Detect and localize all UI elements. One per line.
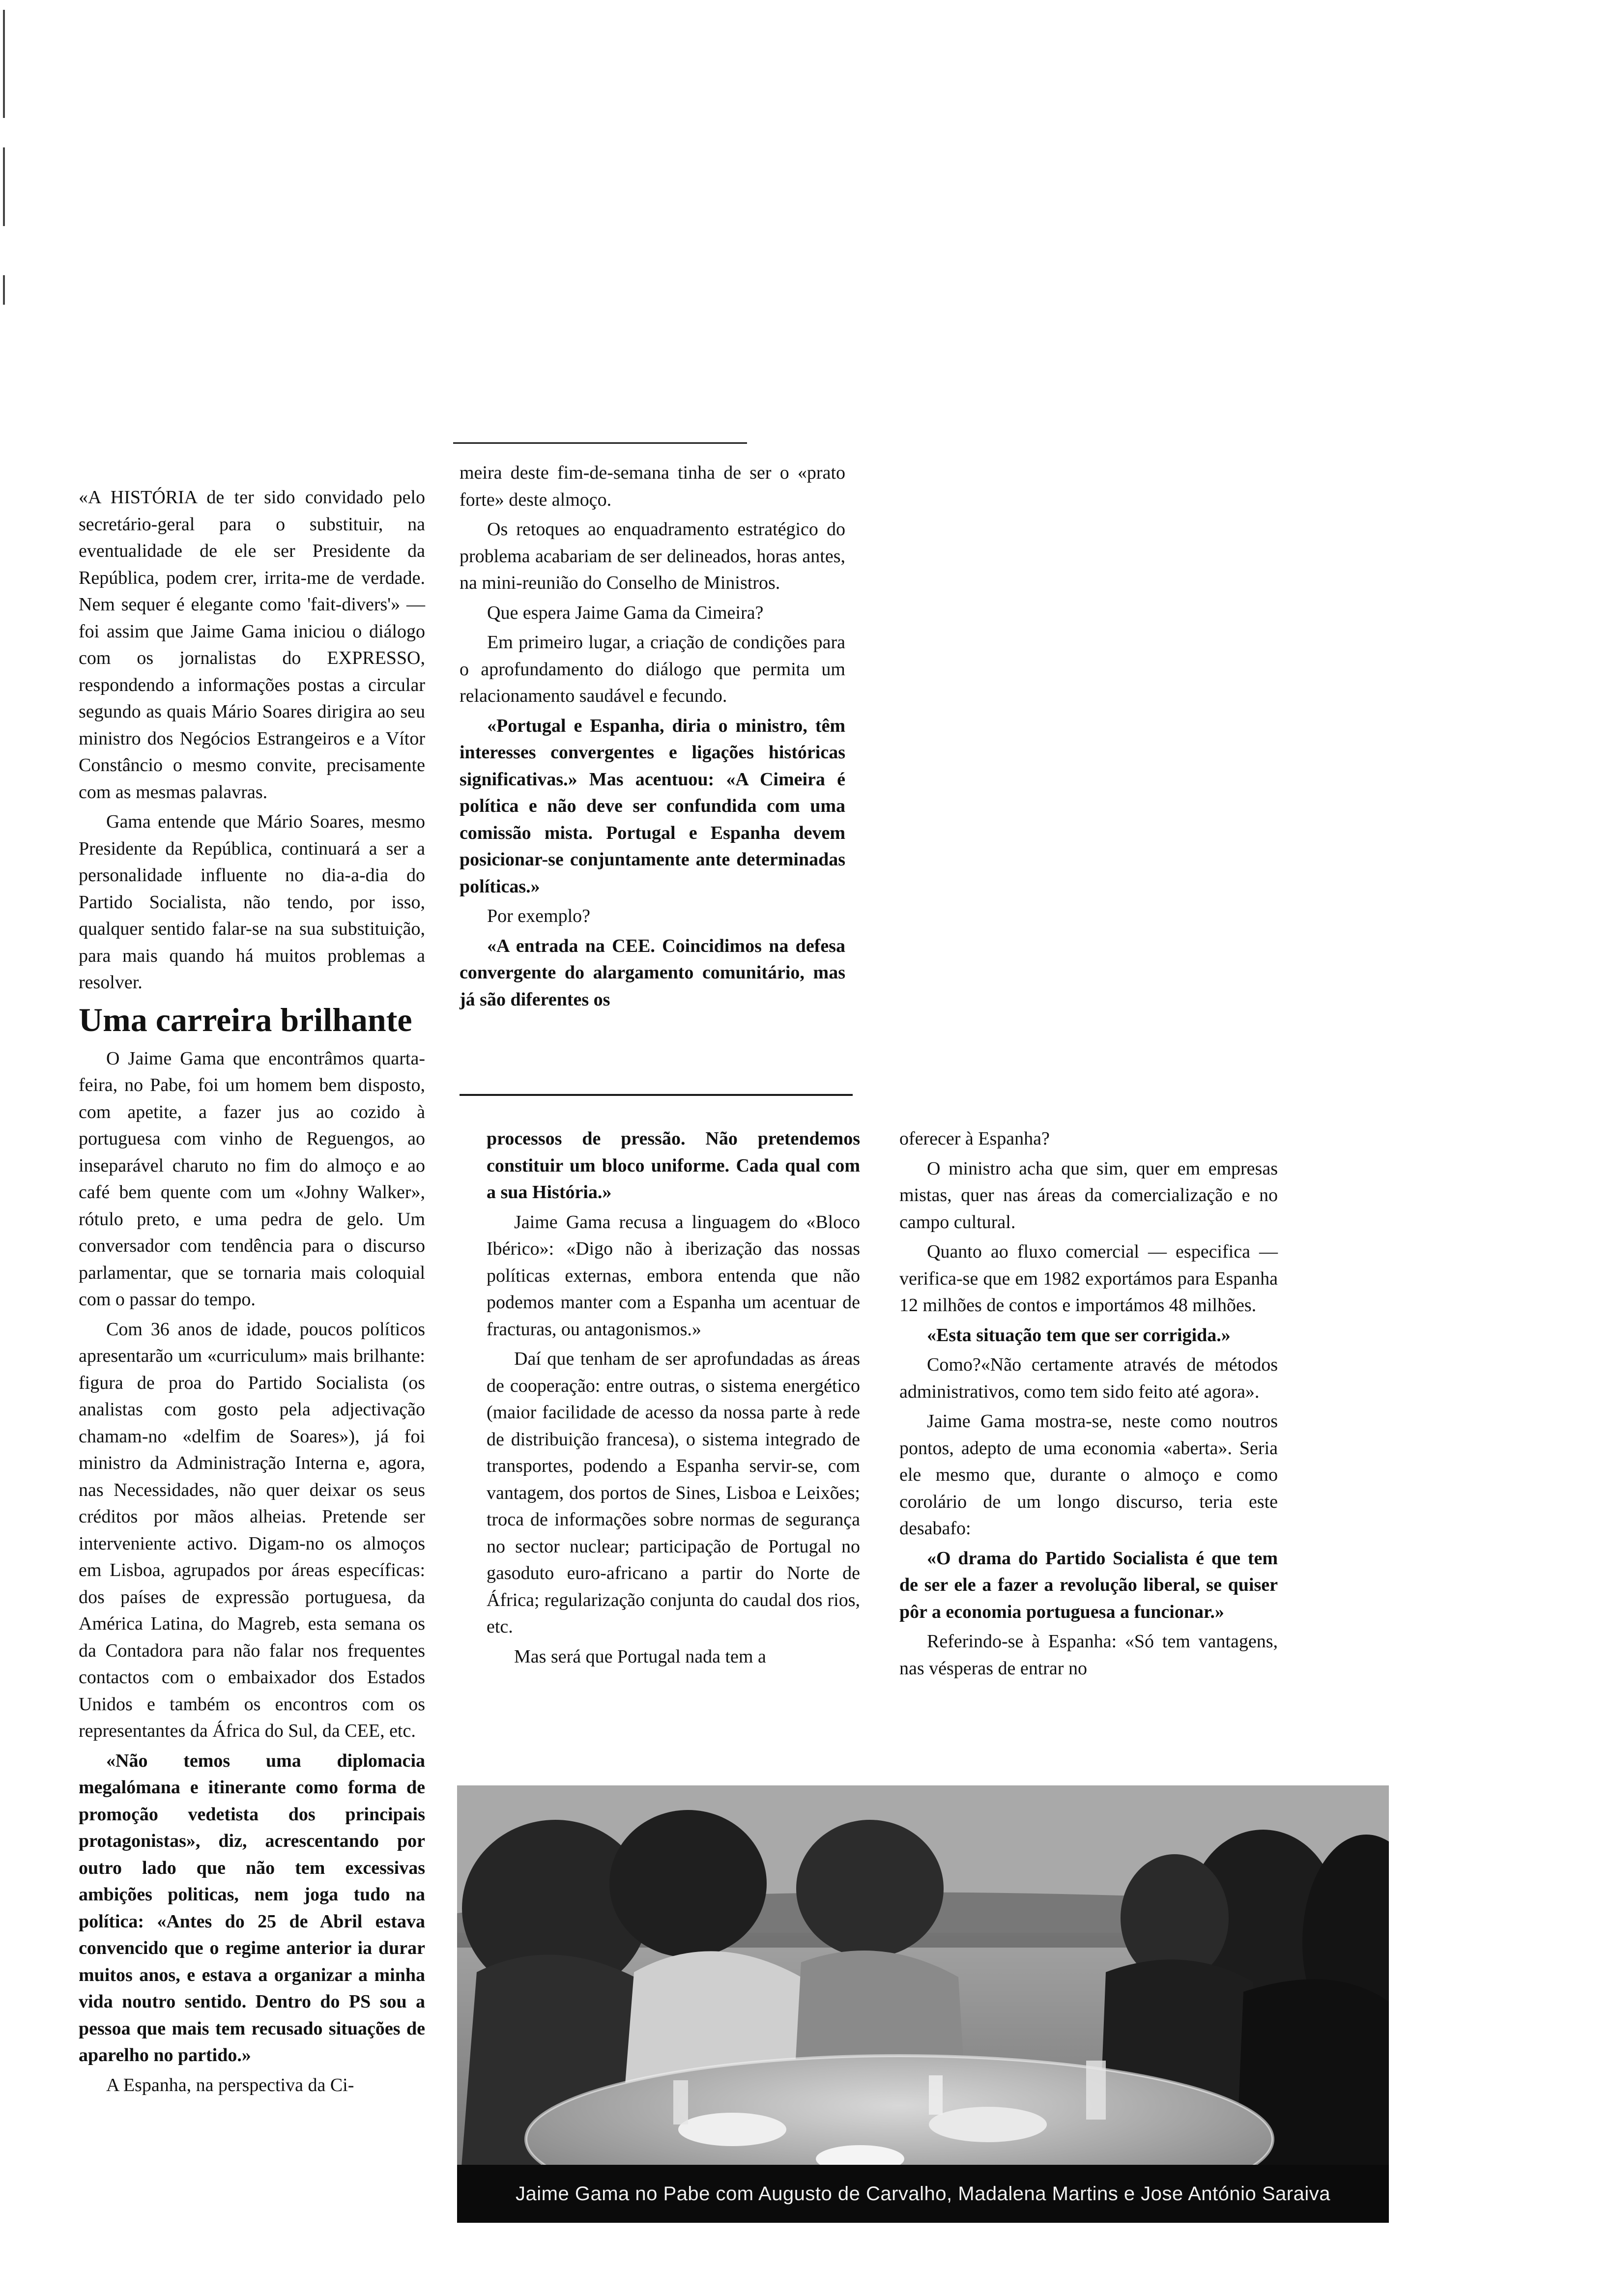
paragraph: Mas será que Portugal nada tem a [514,1646,766,1667]
paragraph: Com 36 anos de idade, poucos políticos apresentarão um «curriculum» mais brilhante: figura de proa do Partido Socialista (os analistas com gosto pela adjectivação chamam-no «delfim de Soares»), já foi ministro da Administração Interna e, agora, nas Necessidades, não quer deixar os seus créditos por mãos alheias. Pretende ser interveniente activo. Digam-no os almoços em Lisboa, agrupados por áreas específicas: dos países de expressão portuguesa, da América Latina, do Magreb, esta semana os da Contadora para não falar nos frequentes contactos com o embaixador dos Estados Unidos e também os encontros com os representantes da África do Sul, da CEE, etc. [79,1319,425,1741]
column-rule-top [453,442,747,444]
paragraph: Os retoques ao enquadramento estratégico do problema acabariam de ser delineados, horas antes, na mini-reunião do Conselho de Ministros. [460,519,845,593]
paragraph: A Espanha, na perspectiva da Ci- [106,2074,354,2095]
paragraph: «Esta situação tem que ser corrigida.» [927,1324,1231,1346]
section-divider-rule [460,1094,853,1096]
paragraph: Jaime Gama mostra-se, neste como noutros pontos, adepto de uma economia «aberta». Seria ele mesmo que, durante o almoço e como corolário de um longo discurso, teria este desabafo: [899,1411,1278,1539]
paragraph: «Não temos uma diplomacia megalómana e itinerante como forma de promoção vedetista dos principais protagonistas», diz, acrescentando por outro lado que não tem excessivas ambições politicas, nem joga tudo na política: «Antes do 25 de Abril estava convencido que o regime anterior ia durar muitos anos, e estava a organizar a minha vida noutro sentido. Dentro do PS sou a pessoa que mais tem recusado situações de aparelho no partido.» [79,1750,425,2066]
section-heading: Uma carreira brilhante [79,1001,412,1038]
paragraph: «A HISTÓRIA de ter sido convidado pelo secretário-geral para o substituir, na eventualidade de ele ser Presidente da República, podem crer, irrita-me de verdade. Nem sequer é elegante como 'fait-divers'» — foi assim que Jaime Gama iniciou o diálogo com os jornalistas do EXPRESSO, respondendo a informações postas a circular segundo as quais Mário Soares dirigira ao seu ministro dos Negócios Estrangeiros e a Vítor Constâncio o mesmo convite, precisamente com as mesmas palavras. [79,487,425,803]
paragraph: O ministro acha que sim, quer em empresas mistas, quer nas áreas da comercialização e no campo cultural. [899,1158,1278,1233]
paragraph: Quanto ao fluxo comercial — especifica — verifica-se que em 1982 exportámos para Espanha 12 milhões de contos e importámos 48 milhões. [899,1241,1278,1316]
paragraph: O Jaime Gama que encontrâmos quarta-feira, no Pabe, foi um homem bem disposto, com apetite, a fazer jus ao cozido à portuguesa com vinho de Reguengos, ao inseparável charuto no fim do almoço e ao café bem quente com um «Johny Walker», rótulo preto, e uma pedra de gelo. Um conversador com tendência para o discurso parlamentar, que se tornaria mais coloquial com o passar do tempo. [79,1048,425,1310]
paragraph: «O drama do Partido Socialista é que tem de ser ele a fazer a revolução liberal, se quiser pôr a economia portuguesa a funcionar.» [899,1548,1278,1622]
paragraph: Daí que tenham de ser aprofundadas as áreas de cooperação: entre outras, o sistema energético (maior facilidade de acesso da nossa parte à rede de distribuição francesa), o sistema integrado de transportes, podendo a Espanha servir-se, com vantagem, dos portos de Sines, Lisboa e Leixões; troca de informações sobre normas de segurança no sector nuclear; participação de Portugal no gasoduto euro-africano a partir do Norte de África; regularização conjunta do caudal dos rios, etc. [487,1349,860,1637]
scan-edge-mark [3,10,5,118]
paragraph: «Portugal e Espanha, diria o ministro, têm interesses convergentes e ligações históricas significativas.» Mas acentuou: «A Cimeira é política e não deve ser confundida com uma comissão mista. Portugal e Espanha devem posicionar-se conjuntamente ante determinadas políticas.» [460,715,845,897]
paragraph: «A entrada na CEE. Coincidimos na defesa convergente do alargamento comunitário, mas já são diferentes os [460,935,845,1010]
paragraph: Jaime Gama recusa a linguagem do «Bloco Ibérico»: «Digo não à iberização das nossas políticas externas, embora entenda que não podemos manter com a Espanha um acentuar de fracturas, ou antagonismos.» [487,1211,860,1340]
photo-caption: Jaime Gama no Pabe com Augusto de Carvalho, Madalena Martins e Jose António Saraiva [457,2165,1389,2223]
photo-scene [457,1785,1389,2223]
paragraph: Em primeiro lugar, a criação de condições para o aprofundamento do diálogo que permita um relacionamento saudável e fecundo. [460,632,845,706]
paragraph: Gama entende que Mário Soares, mesmo Presidente da República, continuará a ser a personalidade influente no dia-a-dia do Partido Socialista, não tendo, por isso, qualquer sentido falar-se na sua substituição, para mais quando há muitos problemas a resolver. [79,811,425,993]
scan-edge-mark [3,147,5,226]
article-column-2 [460,459,845,1016]
news-photo [457,1785,1389,2223]
paragraph: Como?«Não certamente através de métodos administrativos, como tem sido feito até agora». [899,1354,1278,1402]
paragraph: oferecer à Espanha? [899,1128,1050,1149]
article-column-3 [487,1125,860,1673]
paragraph: meira deste fim-de-semana tinha de ser o «prato forte» deste almoço. [460,462,845,510]
article-column-1 [79,484,425,2101]
article-column-4 [899,1125,1278,1685]
paragraph: Que espera Jaime Gama da Cimeira? [487,602,764,623]
paragraph: Referindo-se à Espanha: «Só tem vantagens, nas vésperas de entrar no [899,1631,1278,1679]
scan-edge-mark [3,275,5,305]
paragraph: Por exemplo? [487,906,591,926]
paragraph: processos de pressão. Não pretendemos constituir um bloco uniforme. Cada qual com a sua História.» [487,1128,860,1203]
